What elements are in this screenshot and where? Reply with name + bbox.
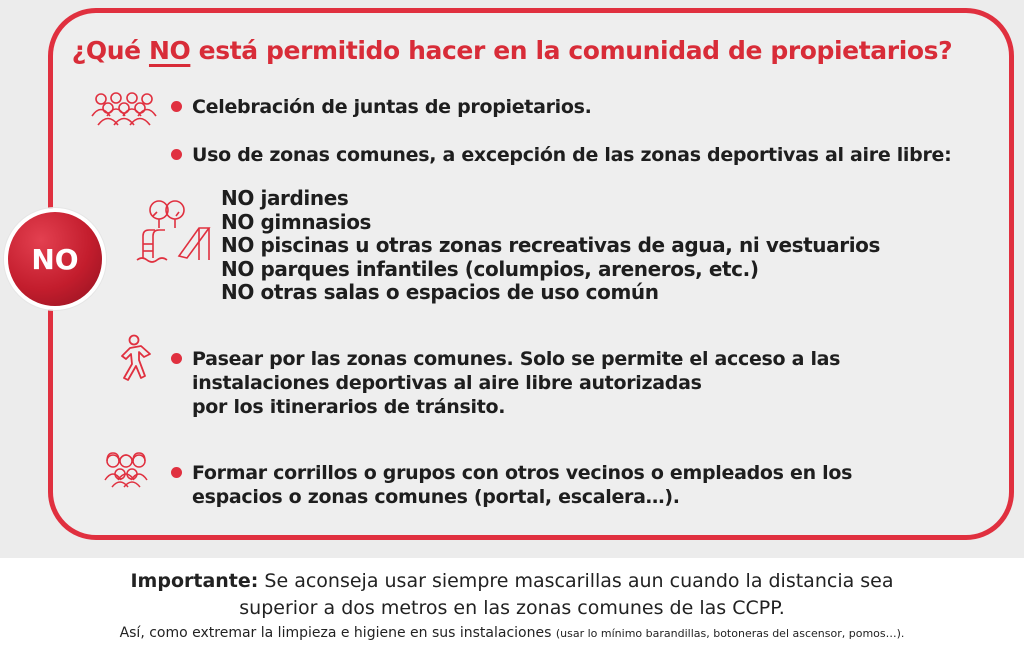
list-item: NO parques infantiles (columpios, areneros, etc.) [221,256,759,281]
page-title: ¿Qué NO está permitido hacer en la comunidad de propietarios? [71,36,953,65]
bullet [171,149,182,160]
item-walking-line1: Pasear por las zonas comunes. Solo se permite el acceso a las [192,348,841,370]
footer-line1: Importante: Se aconseja usar siempre mascarillas aun cuando la distancia sea [130,570,894,592]
walking-person-icon [112,334,152,382]
list-item: NO jardines [221,186,349,210]
no-badge: NO [4,208,106,310]
item-common-areas: Uso de zonas comunes, a excepción de las zonas deportivas al aire libre: [192,144,952,166]
footer-line3: Así, como extremar la limpieza e higiene en sus instalaciones (usar lo mínimo barandillas, botoneras del ascensor, pomos…). [119,625,905,641]
item-groups-line2: espacios o zonas comunes (portal, escalera…). [192,486,680,508]
park-pool-slide-icon [135,198,215,264]
bullet [171,467,182,478]
list-item: NO piscinas u otras zonas recreativas de agua, ni vestuarios [221,233,880,257]
meeting-people-icon [90,90,158,126]
item-groups-line1: Formar corrillos o grupos con otros vecinos o empleados en los [192,462,853,484]
bullet [171,353,182,364]
item-walking-line2: instalaciones deportivas al aire libre autorizadas [192,372,702,394]
footer-label: Importante: [130,570,259,592]
bullet [171,101,182,112]
item-meetings: Celebración de juntas de propietarios. [192,96,592,118]
not-allowed-list [221,187,880,305]
footer-line2: superior a dos metros en las zonas comunes de las CCPP. [239,597,785,619]
item-walking-line3: por los itinerarios de tránsito. [192,396,506,418]
title-emphasis: NO [148,36,191,65]
list-item: NO otras salas o espacios de uso común [221,280,659,304]
list-item: NO gimnasios [221,209,372,234]
group-people-icon [104,452,148,488]
